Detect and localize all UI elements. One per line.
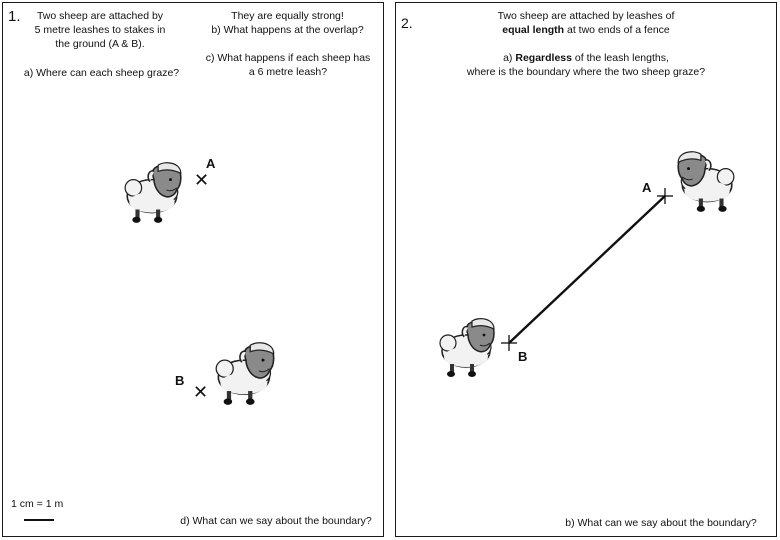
question-b: b) What can we say about the boundary?	[565, 517, 757, 529]
question-number: 1.	[8, 8, 21, 25]
question-b: b) What happens at the overlap?	[211, 24, 364, 36]
equal-strength-note: They are equally strong!	[231, 10, 344, 22]
question-c	[198, 51, 378, 79]
question-a-bold: Regardless	[515, 52, 572, 64]
fence-diagram	[396, 3, 778, 538]
question-a-rest: of the leash lengths,	[571, 52, 669, 64]
worksheet-panel-1	[2, 2, 384, 537]
intro-line-2: 5 metre leashes to stakes in	[34, 24, 166, 36]
intro-text	[25, 9, 175, 51]
point-a-label: A	[642, 180, 652, 195]
question-c-line-1: c) What happens if each sheep has	[205, 52, 371, 64]
sheep-a-image	[121, 161, 187, 225]
stake-b-cross: ✕	[193, 382, 209, 402]
intro-line-1: Two sheep are attached by leashes of	[497, 10, 675, 22]
fence-line	[509, 196, 665, 343]
question-d: d) What can we say about the boundary?	[180, 515, 372, 527]
sheep-b-image	[436, 315, 500, 381]
intro-line-3: the ground (A & B).	[55, 38, 145, 50]
sheep-a-image	[672, 149, 738, 215]
intro-rest: at two ends of a fence	[564, 24, 670, 36]
question-a-line-2: where is the boundary where the two sheep graze?	[466, 66, 706, 78]
point-b-label: B	[175, 373, 185, 388]
intro-bold-phrase: equal length	[502, 24, 565, 36]
point-a-label: A	[206, 156, 216, 171]
scale-bar	[24, 519, 54, 521]
sheep-b-image	[211, 341, 281, 407]
worksheet-panel-2	[395, 2, 777, 537]
stake-a-cross: ✕	[194, 170, 210, 190]
question-a-prefix: a)	[503, 52, 516, 64]
intro-line-1: Two sheep are attached by	[36, 10, 164, 22]
question-c-line-2: a 6 metre leash?	[248, 66, 328, 78]
question-a: a) Where can each sheep graze?	[23, 67, 180, 79]
scale-label: 1 cm = 1 m	[11, 498, 64, 510]
question-number: 2.	[401, 15, 413, 31]
point-b-label: B	[518, 349, 528, 364]
